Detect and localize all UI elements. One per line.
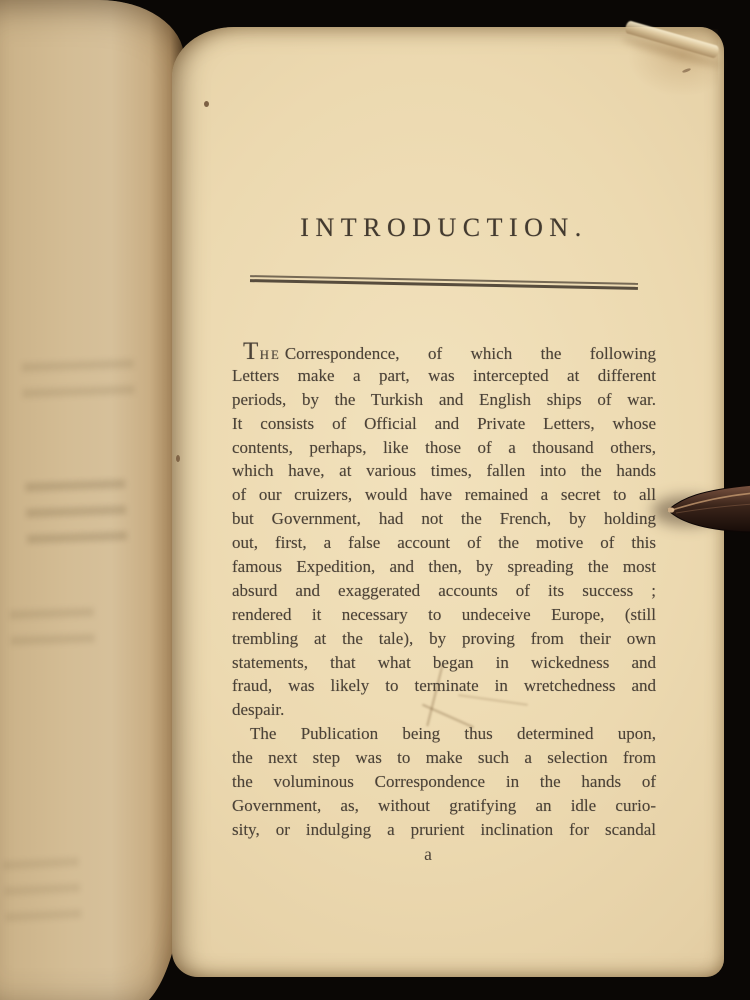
text-line: periods, by the Turkish and English ships of war.	[232, 389, 656, 409]
ink-speck	[204, 101, 209, 107]
text-line: of our cruizers, would have remained a secret to all	[232, 485, 656, 505]
text-line: which have, at various times, fallen into the hands	[232, 461, 656, 481]
text-line: Letters make a part, was intercepted at different	[232, 365, 656, 385]
text-line: The Publication being thus determined upon,	[250, 724, 656, 744]
facing-page	[0, 0, 184, 1000]
body-text	[232, 340, 656, 842]
text-line: sity, or indulging a prurient inclination for scandal	[232, 819, 656, 839]
showthrough-text-smudge	[25, 466, 128, 543]
text-line: statements, that what began in wickedness and	[232, 652, 656, 672]
page-title: INTRODUCTION.	[300, 213, 588, 242]
showthrough-text-smudge	[2, 854, 81, 922]
text-line: the next step was to make such a selection from	[232, 748, 656, 768]
lead-capital: T	[243, 338, 259, 365]
showthrough-text-smudge	[21, 350, 134, 398]
text-line: trembling at the tale), by proving from their own	[232, 628, 656, 648]
text-line: rendered it necessary to undeceive Europe, (still	[232, 604, 656, 624]
small-caps: HE	[259, 348, 281, 362]
signature-mark: a	[424, 844, 432, 864]
text-line: contents, perhaps, like those of a thousand others,	[232, 437, 656, 457]
text-line: fraud, was likely to terminate in wretchedness and	[232, 676, 656, 696]
text-line: out, first, a false account of the motive of this	[232, 533, 656, 553]
text-line: THE Correspondence, of which the following	[243, 338, 656, 365]
text-line: the voluminous Correspondence in the hands of	[232, 772, 656, 792]
text-line: despair.	[232, 700, 285, 720]
text-line: absurd and exaggerated accounts of its success ;	[232, 580, 656, 600]
text-line: It consists of Official and Private Letters, whose	[232, 413, 656, 433]
title-rule	[250, 275, 638, 290]
showthrough-text-smudge	[9, 597, 95, 646]
text-line: famous Expedition, and then, by spreading the most	[232, 557, 656, 577]
page-holder-clip	[666, 482, 750, 538]
ink-speck	[176, 455, 180, 462]
text-line: but Government, had not the French, by holding	[232, 509, 656, 529]
book-page	[172, 27, 724, 977]
text-line: Government, as, without gratifying an idle curio-	[232, 795, 656, 815]
